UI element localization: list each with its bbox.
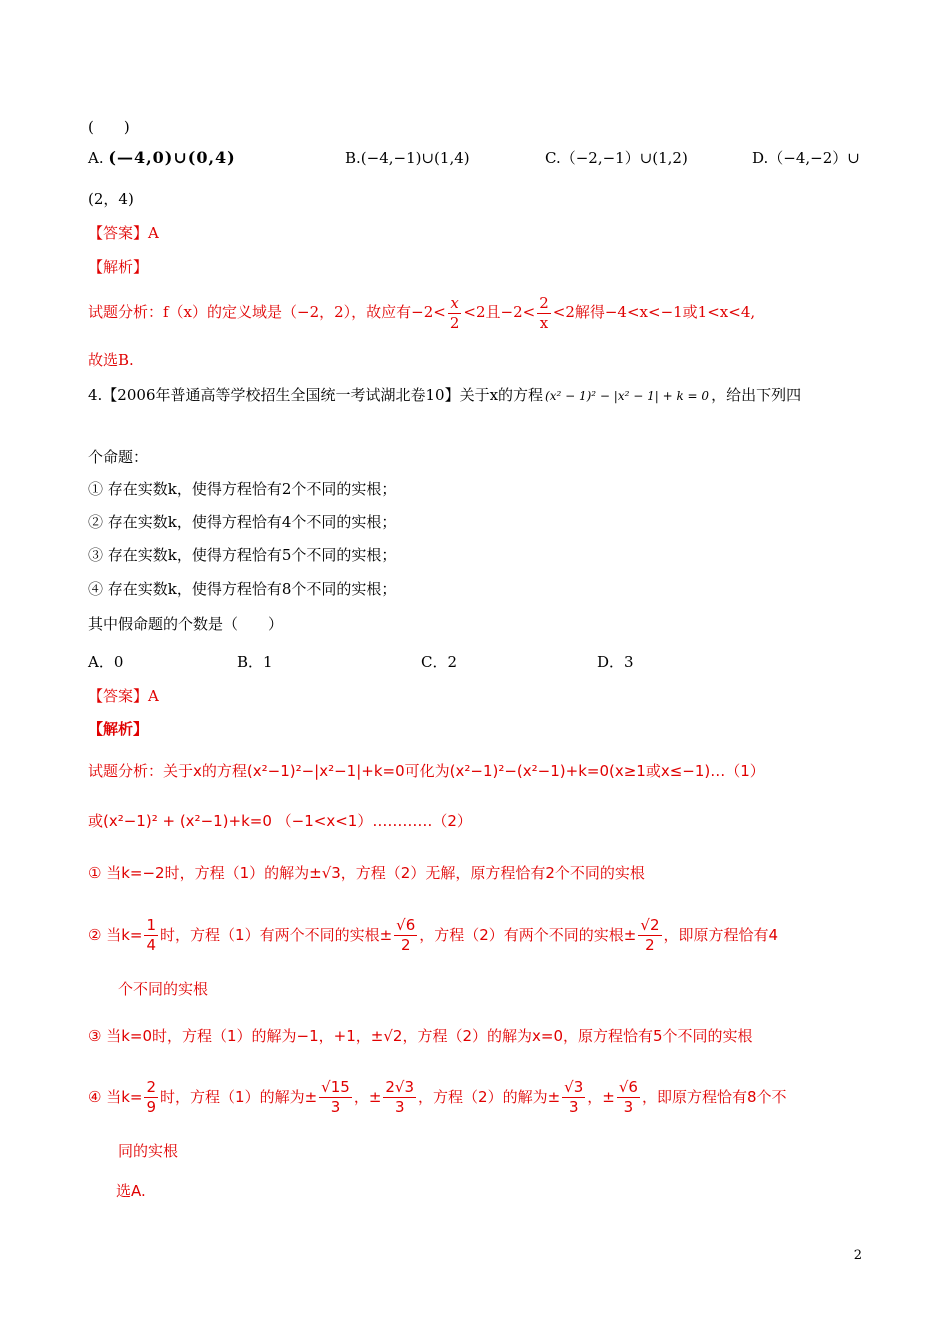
frac-den: 3 <box>330 1098 341 1116</box>
frac-num: √6 <box>618 1078 638 1096</box>
frac-den: x <box>539 313 549 332</box>
q4-option-c: C．2 <box>421 653 458 671</box>
frac-den: 2 <box>645 936 655 954</box>
frac-num: 2√3 <box>385 1078 415 1096</box>
q4-answer-label: 【答案】A <box>88 687 159 705</box>
q4-analysis-line-1: 试题分析：关于x的方程(x²−1)²−|x²−1|+k=0可化为(x²−1)²−(x²−1)+k=0(x≥1或x≤−1)…（1） <box>88 762 765 780</box>
analysis-part-1: 试题分析：f（x）的定义域是（−2，2），故应有−2< <box>88 303 446 321</box>
root-6-over-2 <box>394 916 417 955</box>
frac-num: √2 <box>640 916 660 934</box>
analysis-part-2: <2且−2< <box>463 303 536 321</box>
option-a-value: (—4,0)∪(0,4) <box>108 148 236 167</box>
frac-den: 2 <box>449 313 460 332</box>
q4-option-a: A．0 <box>88 653 124 671</box>
frac-num: 2 <box>146 1078 157 1096</box>
case-1: ① 当k=−2时，方程（1）的解为±√3，方程（2）无解，原方程恰有2个不同的实根 <box>88 864 645 882</box>
case-2-continued: 个不同的实根 <box>118 980 209 998</box>
analysis-part-3: <2解得−4<x<−1或1<x<4, <box>552 303 756 321</box>
root-15-over-3 <box>319 1078 352 1117</box>
root-3-over-3 <box>562 1078 585 1117</box>
q4-analysis-label: 【解析】 <box>88 720 149 738</box>
answer-label: 【答案】A <box>88 224 159 242</box>
case-4-post: ，即原方程恰有8个不 <box>641 1088 787 1106</box>
root-6-over-3 <box>617 1078 640 1117</box>
case-4-sep: ，± <box>353 1088 382 1106</box>
root-2-over-2 <box>638 916 661 955</box>
frac-num: √3 <box>564 1078 584 1096</box>
question-4-title-cont: 个命题： <box>88 448 149 466</box>
proposition-1: ① 存在实数k，使得方程恰有2个不同的实根； <box>88 480 397 498</box>
proposition-4: ④ 存在实数k，使得方程恰有8个不同的实根； <box>88 580 397 598</box>
frac-den: 2 <box>400 936 411 954</box>
q4-analysis-line-2: 或(x²−1)² + (x²−1)+k=0 （−1<x<1）…………（2） <box>88 812 472 830</box>
option-b: B.(−4,−1)∪(1,4) <box>345 149 470 167</box>
case-4-pre: ④ 当k= <box>88 1088 143 1106</box>
case-2-pre: ② 当k= <box>88 926 143 944</box>
final-answer: 选A. <box>116 1182 146 1200</box>
case-4-sep2: ，± <box>587 1088 615 1106</box>
k-two-ninths <box>144 1078 158 1117</box>
analysis-label: 【解析】 <box>88 258 149 276</box>
fraction-x-over-2 <box>448 294 462 333</box>
case-4-mid2: ，方程（2）的解为± <box>418 1088 561 1106</box>
q4-equation: (x² − 1)² − |x² − 1| + k = 0 <box>545 389 710 403</box>
frac-num: 1 <box>146 916 157 934</box>
conclusion: 故选B. <box>88 351 134 369</box>
frac-num: 2 <box>539 293 549 312</box>
q4-option-d: D．3 <box>597 653 634 671</box>
frac-num: x <box>448 294 462 314</box>
frac-den: 3 <box>394 1098 405 1116</box>
case-2-mid2: ，方程（2）有两个不同的实根± <box>419 926 637 944</box>
two-root-3-over-3 <box>383 1078 416 1117</box>
case-4-mid: 时，方程（1）的解为± <box>160 1088 318 1106</box>
option-a-label: A. <box>88 149 104 167</box>
question-4-prompt: 其中假命题的个数是（ ） <box>88 615 284 633</box>
case-4 <box>88 1074 787 1120</box>
option-c: C.（−2,−1）∪(1,2) <box>545 149 688 167</box>
frac-den: 3 <box>568 1098 579 1116</box>
q4-option-b: B．1 <box>237 653 273 671</box>
question-4-title <box>88 384 801 407</box>
proposition-2: ② 存在实数k，使得方程恰有4个不同的实根； <box>88 513 397 531</box>
q4-title-pre: 4.【2006年普通高等学校招生全国统一考试湖北卷10】关于x的方程 <box>88 386 544 404</box>
proposition-3: ③ 存在实数k，使得方程恰有5个不同的实根； <box>88 546 397 564</box>
k-one-quarter <box>144 916 158 955</box>
option-d: D.（−4,−2）∪ <box>752 149 860 167</box>
case-2-post: ，即原方程恰有4 <box>663 926 779 944</box>
case-4-continued: 同的实根 <box>118 1142 179 1160</box>
option-a <box>88 147 236 169</box>
frac-den: 4 <box>146 936 157 954</box>
page-number: 2 <box>853 1248 862 1263</box>
frac-den: 9 <box>146 1098 157 1116</box>
frac-den: 3 <box>623 1098 634 1116</box>
analysis-text <box>88 290 755 334</box>
option-d-continued: (2，4) <box>88 190 134 208</box>
case-2 <box>88 912 778 958</box>
frac-num: √15 <box>321 1078 350 1096</box>
blank-paren: ( ) <box>88 118 130 136</box>
q4-title-post: ，给出下列四 <box>711 386 802 404</box>
case-2-mid: 时，方程（1）有两个不同的实根± <box>160 926 393 944</box>
case-3: ③ 当k=0时，方程（1）的解为−1，+1，±√2，方程（2）的解为x=0，原方程恰有5个不同的实根 <box>88 1027 753 1045</box>
fraction-2-over-x <box>537 294 551 333</box>
frac-num: √6 <box>396 916 416 934</box>
